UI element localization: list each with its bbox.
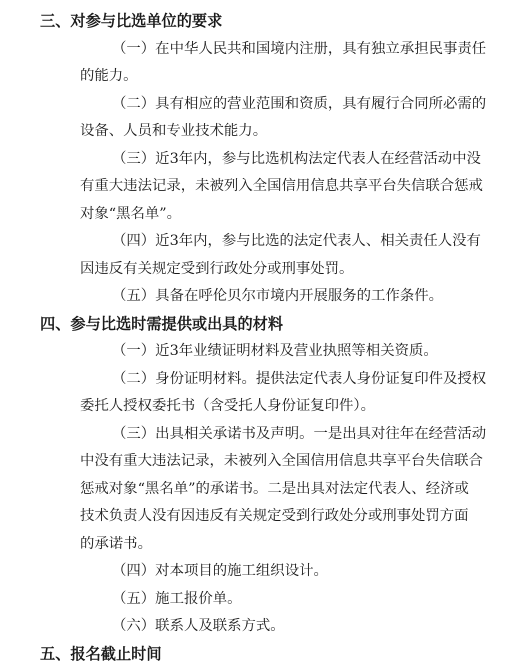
requirement-item-5 [10,283,497,311]
section-materials [40,311,497,641]
material-item-5 [10,586,497,614]
text-line: （五）施工报价单。 [40,586,497,614]
text-line: 惩戒对象“黑名单”的承诺书。二是出具对法定代表人、经济或 [40,476,497,504]
requirement-item-2 [10,91,497,146]
text-line: （三）出具相关承诺书及声明。一是出具对往年在经营活动 [40,421,497,449]
text-line: （三）近3年内，参与比选机构法定代表人在经营活动中没 [40,146,497,174]
requirement-item-4 [10,228,497,283]
text-line: （四）近3年内，参与比选的法定代表人、相关责任人没有 [40,228,497,256]
text-line: （五）具备在呼伦贝尔市境内开展服务的工作条件。 [40,283,497,311]
text-line: （二）身份证明材料。提供法定代表人身份证复印件及授权 [40,366,497,394]
section-requirements [40,8,497,311]
text-line: 的能力。 [40,63,497,91]
text-line: 中没有重大违法记录，未被列入全国信用信息共享平台失信联合 [40,448,497,476]
text-line: （六）联系人及联系方式。 [40,613,497,641]
material-item-1 [10,338,497,366]
text-line: 技术负责人没有因违反有关规定受到行政处分或刑事处罚方面 [40,503,497,531]
text-line: （一）在中华人民共和国境内注册，具有独立承担民事责任 [40,36,497,64]
text-line: 对象“黑名单”。 [40,201,497,229]
section-deadline [40,641,497,668]
text-line: （二）具有相应的营业范围和资质，具有履行合同所必需的 [40,91,497,119]
text-line: 设备、人员和专业技术能力。 [40,118,497,146]
text-line: 委托人授权委托书（含受托人身份证复印件）。 [40,393,497,421]
requirement-item-3 [10,146,497,229]
material-item-4 [10,558,497,586]
section-heading: 三、对参与比选单位的要求 [40,8,497,36]
text-line: （一）近3年业绩证明材料及营业执照等相关资质。 [40,338,497,366]
text-line: 的承诺书。 [40,531,497,559]
material-item-3 [10,421,497,559]
material-item-6 [10,613,497,641]
text-line: 因违反有关规定受到行政处分或刑事处罚。 [40,256,497,284]
section-heading: 五、报名截止时间 [40,641,497,668]
text-line: 有重大违法记录，未被列入全国信用信息共享平台失信联合惩戒 [40,173,497,201]
section-heading: 四、参与比选时需提供或出具的材料 [40,311,497,339]
material-item-2 [10,366,497,421]
text-line: （四）对本项目的施工组织设计。 [40,558,497,586]
requirement-item-1 [10,36,497,91]
